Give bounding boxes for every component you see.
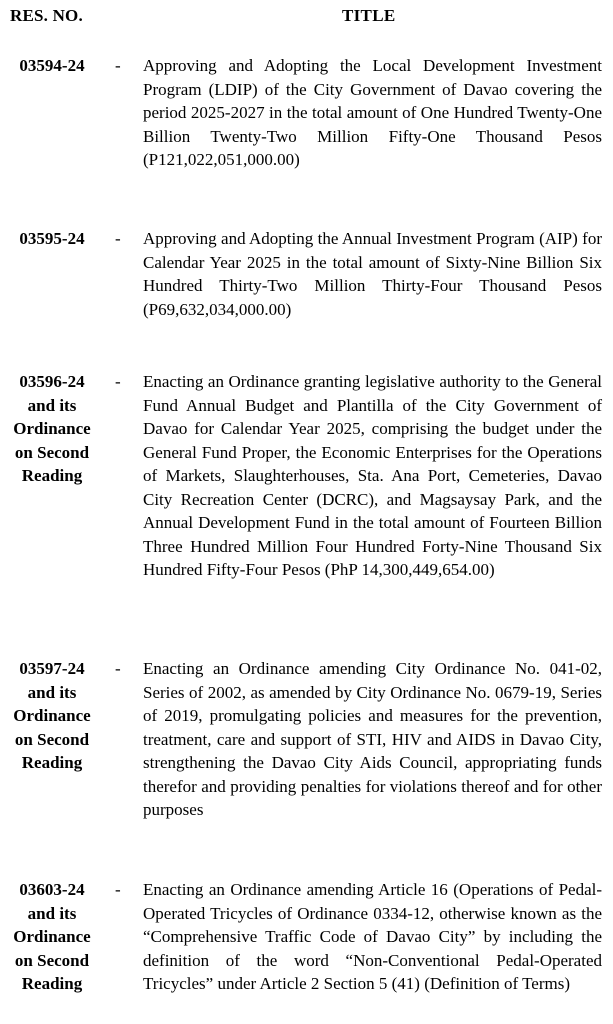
resolution-number: 03596-24 and its Ordinance on Second Reading [13, 372, 91, 485]
resolution-number: 03594-24 [19, 56, 85, 75]
resolution-number: 03603-24 and its Ordinance on Second Reading [13, 880, 91, 993]
resolution-number: 03595-24 [19, 229, 85, 248]
resolution-title: Enacting an Ordinance amending Article 16 (Operations of Pedal-Operated Tricycles of Ordinance 0334-12, otherwise known as the “Comprehensive Traffic Code of Davao City” by including the definition of the word “Non-Conventional Pedal-Operated Tricycles” under Article 2 Section 5 (41) (Definition of Terms) [143, 880, 602, 993]
resolution-title: Approving and Adopting the Annual Investment Program (AIP) for Calendar Year 2025 in the total amount of Sixty-Nine Billion Six Hundred Thirty-Two Million Thirty-Four Thousand Pesos (P69,632,034,000.00) [143, 229, 602, 319]
separator-dash: - [115, 659, 121, 678]
resolution-title: Enacting an Ordinance amending City Ordinance No. 041-02, Series of 2002, as amended by City Ordinance No. 0679-19, Series of 2019, promulgating policies and measures for the prevention, treatment, care and support of STI, HIV and AIDS in Davao City, strengthening the Davao City Aids Council, appropriating funds therefor and providing penalties for violations thereof and for other purposes [143, 659, 602, 819]
separator-dash: - [115, 372, 121, 391]
separator-dash: - [115, 880, 121, 899]
separator-dash: - [115, 56, 121, 75]
title-column-header: TITLE [342, 6, 396, 25]
resolution-title: Approving and Adopting the Local Development Investment Program (LDIP) of the City Government of Davao covering the period 2025-2027 in the total amount of One Hundred Twenty-One Billion Twenty-Two Million Fifty-One Thousand Pesos (P121,022,051,000.00) [143, 56, 602, 169]
separator-dash: - [115, 229, 121, 248]
resolution-title: Enacting an Ordinance granting legislative authority to the General Fund Annual Budget and Plantilla of the City Government of Davao for Calendar Year 2025, comprising the budget under the General Fund Proper, the Economic Enterprises for the Operations of Markets, Slaughterhouses, Sta. Ana Port, Cemeteries, Davao City Recreation Center (DCRC), and Magsaysay Park, and the Annual Development Fund in the total amount of Fourteen Billion Three Hundred Million Four Hundred Forty-Nine Thousand Six Hundred Fifty-Four Pesos (PhP 14,300,449,654.00) [143, 372, 602, 579]
res-no-column-header: RES. NO. [10, 6, 83, 25]
resolution-number: 03597-24 and its Ordinance on Second Reading [13, 659, 91, 772]
